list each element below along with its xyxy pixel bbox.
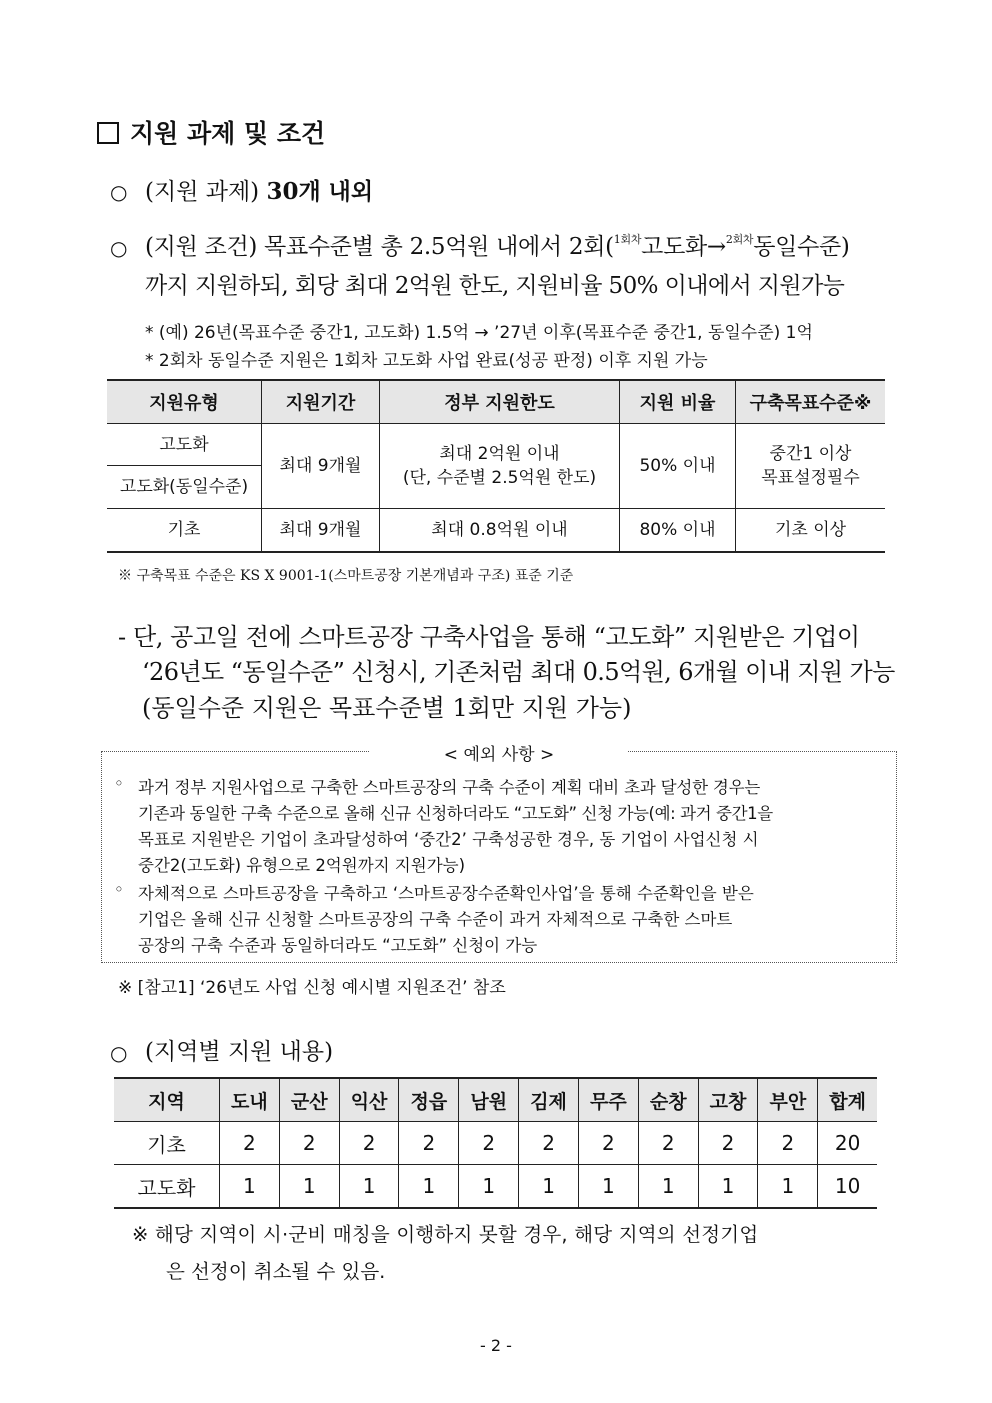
table-header: 정읍 xyxy=(399,1078,459,1122)
table-header: 군산 xyxy=(279,1078,339,1122)
condition-note-2: * 2회차 동일수준 지원은 1회차 고도화 사업 완료(성공 판정) 이후 지원 가능 xyxy=(145,351,708,371)
exception-bullet-icon: ◦ xyxy=(114,880,124,899)
circle-bullet-icon: ○ xyxy=(110,180,128,204)
table-cell: 2 xyxy=(279,1122,339,1165)
page-number: - 2 - xyxy=(480,1336,512,1355)
table-row xyxy=(114,1165,877,1209)
table-footnote: ※ 구축목표 수준은 KS X 9001-1(스마트공장 기본개념과 구조) 표준 기준 xyxy=(118,568,574,584)
limit-cell: 최대 2억원 이내 (단, 수준별 2.5억원 한도) xyxy=(380,424,620,509)
table-header-row xyxy=(114,1078,877,1122)
condition-note-1: * (예) 26년(목표수준 중간1, 고도화) 1.5억 → ’27년 이후(목표수준 중간1, 동일수준) 1억 xyxy=(145,323,813,343)
table-header: 무주 xyxy=(578,1078,638,1122)
ratio-cell: 80% 이내 xyxy=(620,509,736,553)
exception-item-1-line: 과거 정부 지원사업으로 구축한 스마트공장의 구축 수준이 계획 대비 초과 달성한 경우는 xyxy=(138,778,761,797)
exception-item-2-line: 자체적으로 스마트공장을 구축하고 ‘스마트공장수준확인사업’을 통해 수준확인을 받은 xyxy=(138,884,754,903)
type-cell: 고도화(동일수준) xyxy=(107,466,262,509)
section-title: 지원 과제 및 조건 xyxy=(130,119,326,148)
regional-label: (지역별 지원 내용) xyxy=(145,1039,334,1065)
task-label: (지원 과제) xyxy=(145,179,260,205)
table-row xyxy=(107,424,885,466)
reference-note: ※ [참고1] ‘26년도 사업 신청 예시별 지원조건’ 참조 xyxy=(118,978,506,998)
exception-item-2-line: 공장의 구축 수준과 동일하더라도 “고도화” 신청이 가능 xyxy=(138,936,538,955)
table-cell: 기초 xyxy=(114,1122,220,1165)
period-cell: 최대 9개월 xyxy=(262,509,380,553)
table-header: 도내 xyxy=(220,1078,280,1122)
task-value: 30개 내외 xyxy=(266,178,374,205)
table-row xyxy=(107,509,885,553)
table-header: 남원 xyxy=(459,1078,519,1122)
type-cell: 기초 xyxy=(107,509,262,553)
table-header: 고창 xyxy=(698,1078,758,1122)
table-header: 지원 비율 xyxy=(620,380,736,424)
table-cell: 2 xyxy=(339,1122,399,1165)
regional-note-line-1: ※ 해당 지역이 시·군비 매칭을 이행하지 못할 경우, 해당 지역의 선정기업 xyxy=(132,1223,759,1246)
table-cell: 2 xyxy=(399,1122,459,1165)
period-cell: 최대 9개월 xyxy=(262,424,380,509)
support-type-table xyxy=(107,379,885,553)
table-row xyxy=(114,1122,877,1165)
table-cell: 2 xyxy=(519,1122,579,1165)
condition-line-1: (지원 조건) 목표수준별 총 2.5억원 내에서 2회($^{1회차}$고도화→$^{2회차}$동일수준) xyxy=(145,233,850,260)
table-header-row xyxy=(107,380,885,424)
table-cell: 1 xyxy=(638,1165,698,1209)
target-cell: 중간1 이상 목표설정필수 xyxy=(736,424,886,509)
table-header: 지원기간 xyxy=(262,380,380,424)
ratio-cell: 50% 이내 xyxy=(620,424,736,509)
task-line xyxy=(145,173,373,206)
table-header: 김제 xyxy=(519,1078,579,1122)
table-cell: 2 xyxy=(578,1122,638,1165)
exception-title: < 예외 사항 > xyxy=(370,740,628,765)
table-cell: 2 xyxy=(459,1122,519,1165)
table-cell: 10 xyxy=(818,1165,877,1209)
table-cell: 고도화 xyxy=(114,1165,220,1209)
dash-line-3: (동일수준 지원은 목표수준별 1회만 지원 가능) xyxy=(142,694,632,722)
table-header: 지원유형 xyxy=(107,380,262,424)
table-cell: 20 xyxy=(818,1122,877,1165)
table-cell: 1 xyxy=(758,1165,818,1209)
table-cell: 1 xyxy=(578,1165,638,1209)
table-cell: 2 xyxy=(220,1122,280,1165)
condition-line-2: 까지 지원하되, 회당 최대 2억원 한도, 지원비율 50% 이내에서 지원가능 xyxy=(145,273,845,299)
table-header: 익산 xyxy=(339,1078,399,1122)
exception-item-1-line: 중간2(고도화) 유형으로 2억원까지 지원가능) xyxy=(138,856,466,875)
table-cell: 2 xyxy=(758,1122,818,1165)
table-cell: 1 xyxy=(519,1165,579,1209)
type-cell: 고도화 xyxy=(107,424,262,466)
table-cell: 1 xyxy=(279,1165,339,1209)
table-cell: 1 xyxy=(339,1165,399,1209)
table-cell: 1 xyxy=(399,1165,459,1209)
target-cell: 기초 이상 xyxy=(736,509,886,553)
table-cell: 2 xyxy=(638,1122,698,1165)
table-header: 정부 지원한도 xyxy=(380,380,620,424)
table-cell: 1 xyxy=(698,1165,758,1209)
exception-item-1-line: 목표로 지원받은 기업이 초과달성하여 ‘중간2’ 구축성공한 경우, 동 기업이 사업신청 시 xyxy=(138,830,759,849)
table-cell: 1 xyxy=(220,1165,280,1209)
exception-bullet-icon: ◦ xyxy=(114,774,124,793)
regional-note-line-2: 은 선정이 취소될 수 있음. xyxy=(166,1260,386,1283)
table-cell: 2 xyxy=(698,1122,758,1165)
dash-line-1: - 단, 공고일 전에 스마트공장 구축사업을 통해 “고도화” 지원받은 기업이 xyxy=(118,623,860,651)
dash-line-2: ‘26년도 “동일수준” 신청시, 기존처럼 최대 0.5억원, 6개월 이내 지원 가능 xyxy=(142,658,895,686)
exception-item-1-line: 기존과 동일한 구축 수준으로 올해 신규 신청하더라도 “고도화” 신청 가능(예: 과거 중간1을 xyxy=(138,804,773,823)
table-header: 구축목표수준※ xyxy=(736,380,886,424)
circle-bullet-icon: ○ xyxy=(110,236,128,260)
exception-item-2-line: 기업은 올해 신규 신청할 스마트공장의 구축 수준이 과거 자체적으로 구축한 스마트 xyxy=(138,910,733,929)
regional-table xyxy=(114,1077,877,1209)
section-checkbox-icon xyxy=(97,122,119,144)
table-cell: 1 xyxy=(459,1165,519,1209)
table-header: 합계 xyxy=(818,1078,877,1122)
table-header: 순창 xyxy=(638,1078,698,1122)
circle-bullet-icon: ○ xyxy=(110,1041,128,1065)
table-header: 지역 xyxy=(114,1078,220,1122)
limit-cell: 최대 0.8억원 이내 xyxy=(380,509,620,553)
table-header: 부안 xyxy=(758,1078,818,1122)
